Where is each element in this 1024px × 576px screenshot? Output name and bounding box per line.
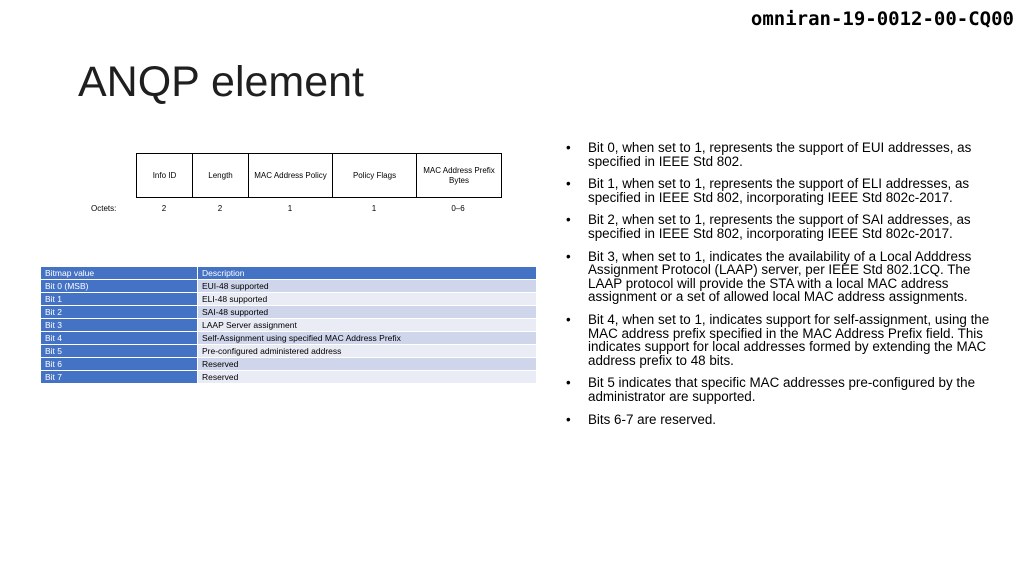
bit-cell: Bit 7 [41,371,198,384]
bullet-text: Bit 4, when set to 1, indicates support for self-assignment, using the MAC address prefix specified in the MAC Address Prefix field. This indicates support for local addresses formed by extending the MAC address prefix to 48 bits. [588,311,990,368]
octets-value: 2 [217,203,223,213]
bit-cell: Bit 5 [41,345,198,358]
bullet-item [566,313,990,367]
bullet-item [566,413,990,427]
bitmap-table [40,266,537,384]
octets-value: 1 [287,203,293,213]
document-id: omniran-19-0012-00-CQ00 [750,8,1014,30]
bullet-text: Bit 5 indicates that specific MAC addresses pre-configured by the administrator are supported. [588,375,976,404]
bullet-icon: • [566,212,571,228]
bullet-icon: • [566,411,571,427]
description-cell: EUI-48 supported [198,280,537,293]
table-header-row [41,267,537,280]
bullet-item [566,250,990,304]
table-row [41,345,537,358]
table-row [41,293,537,306]
bullet-text: Bit 1, when set to 1, represents the support of ELI addresses, as specified in IEEE Std 802, incorporating IEEE Std 802c-2017. [588,176,970,205]
table-row [41,371,537,384]
column-header-description: Description [198,267,537,280]
bullet-icon: • [566,140,571,155]
bit-cell: Bit 0 (MSB) [41,280,198,293]
field-length: Length [193,154,249,197]
bullet-list [566,141,990,435]
description-cell: ELI-48 supported [198,293,537,306]
bit-cell: Bit 4 [41,332,198,345]
description-cell: Pre-configured administered address [198,345,537,358]
bullet-text: Bit 0, when set to 1, represents the support of EUI addresses, as specified in IEEE Std 802. [588,140,972,169]
bullet-item [566,177,990,204]
field-policy-flags: Policy Flags [333,154,417,197]
column-header-bitmap-value: Bitmap value [41,267,198,280]
bullet-text: Bit 2, when set to 1, represents the support of SAI addresses, as specified in IEEE Std 802, incorporating IEEE Std 802c-2017. [588,212,971,241]
bit-cell: Bit 6 [41,358,198,371]
bullet-icon: • [566,176,571,192]
frame-fields [136,153,502,198]
table-row [41,319,537,332]
table-row [41,358,537,371]
field-mac-address-prefix-bytes: MAC Address Prefix Bytes [423,165,495,185]
description-cell: Self-Assignment using specified MAC Address Prefix [198,332,537,345]
octets-label: Octets: [91,203,117,213]
table-row [41,306,537,319]
octets-row [70,201,502,215]
field-mac-address-policy: MAC Address Policy [249,154,333,197]
description-cell: LAAP Server assignment [198,319,537,332]
table-row [41,332,537,345]
bullet-icon: • [566,248,571,264]
description-cell: Reserved [198,371,537,384]
bullet-text: Bit 3, when set to 1, indicates the availability of a Local Adddress Assignment Protocol (LAAP) server, per IEEE Std 802.1CQ. The LAAP protocol will provide the STA with a local MAC address assignment or a set of allowed local MAC address assignments. [588,248,972,305]
table-row [41,280,537,293]
bit-cell: Bit 3 [41,319,198,332]
bit-cell: Bit 1 [41,293,198,306]
description-cell: Reserved [198,358,537,371]
slide-title: ANQP element [78,58,365,106]
bullet-text: Bits 6-7 are reserved. [588,411,717,427]
bit-cell: Bit 2 [41,306,198,319]
description-cell: SAI-48 supported [198,306,537,319]
octets-value: 1 [371,203,377,213]
frame-format-diagram [70,153,502,215]
bullet-icon: • [566,375,571,391]
field-info-id: Info ID [137,154,193,197]
bullet-item [566,376,990,403]
octets-value: 0–6 [451,203,465,213]
bullet-icon: • [566,311,571,327]
octets-value: 2 [161,203,167,213]
bullet-item [566,213,990,240]
bullet-item [566,141,990,168]
